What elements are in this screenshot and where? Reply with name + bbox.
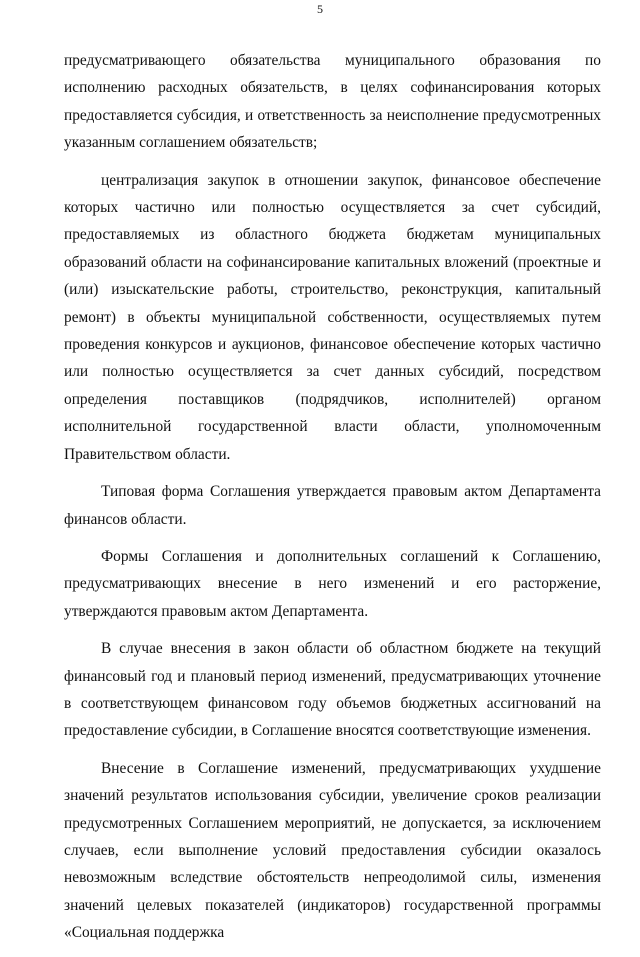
document-body — [64, 47, 601, 957]
paragraph-budget-changes: В случае внесения в закон области об областном бюджете на текущий финансовый год и плановый период изменений, предусматривающих уточнение в соответствующем финансовом году объемов бюджетных ассигнований на предоставление субсидии, в Соглашение вносятся соответствующие изменения. — [64, 640, 601, 740]
paragraph-typical-form: Типовая форма Соглашения утверждается правовым актом Департамента финансов области. — [64, 483, 601, 528]
paragraph-procurement: централизация закупок в отношении закупок, финансовое обеспечение которых частично или полностью осуществляется за счет субсидий, предоставляемых из областного бюджета бюджетам муниципальных образований области на софинансирование капитальных вложений (проектные и (или) изыскательские работы, строительство, реконструкция, капитальный ремонт) в объекты муниципальной собственности, осуществляемых путем проведения конкурсов и аукционов, финансовое обеспечение которых частично или полностью осуществляется за счет данных субсидий, посредством определения поставщиков (подрядчиков, исполнителей) органом исполнительной государственной власти области, уполномоченным Правительством области. — [64, 171, 601, 463]
page-number: 5 — [317, 2, 323, 16]
paragraph-continuation: предусматривающего обязательства муниципального образования по исполнению расходных обязательств, в целях софинансирования которых предоставляется субсидия, и ответственность за неисполнение предусмотренных указанным соглашением обязательств; — [64, 52, 601, 152]
paragraph-amendments: Внесение в Соглашение изменений, предусматривающих ухудшение значений результатов использования субсидии, увеличение сроков реализации предусмотренных Соглашением мероприятий, не допускается, за исключением случаев, если выполнение условий предоставления субсидии оказалось невозможным вследствие обстоятельств непреодолимой силы, изменения значений целевых показателей (индикаторов) государственной программы «Социальная поддержка — [64, 759, 601, 942]
paragraph-agreement-forms: Формы Соглашения и дополнительных соглашений к Соглашению, предусматривающих внесение в него изменений и его расторжение, утверждаются правовым актом Департамента. — [64, 547, 601, 620]
